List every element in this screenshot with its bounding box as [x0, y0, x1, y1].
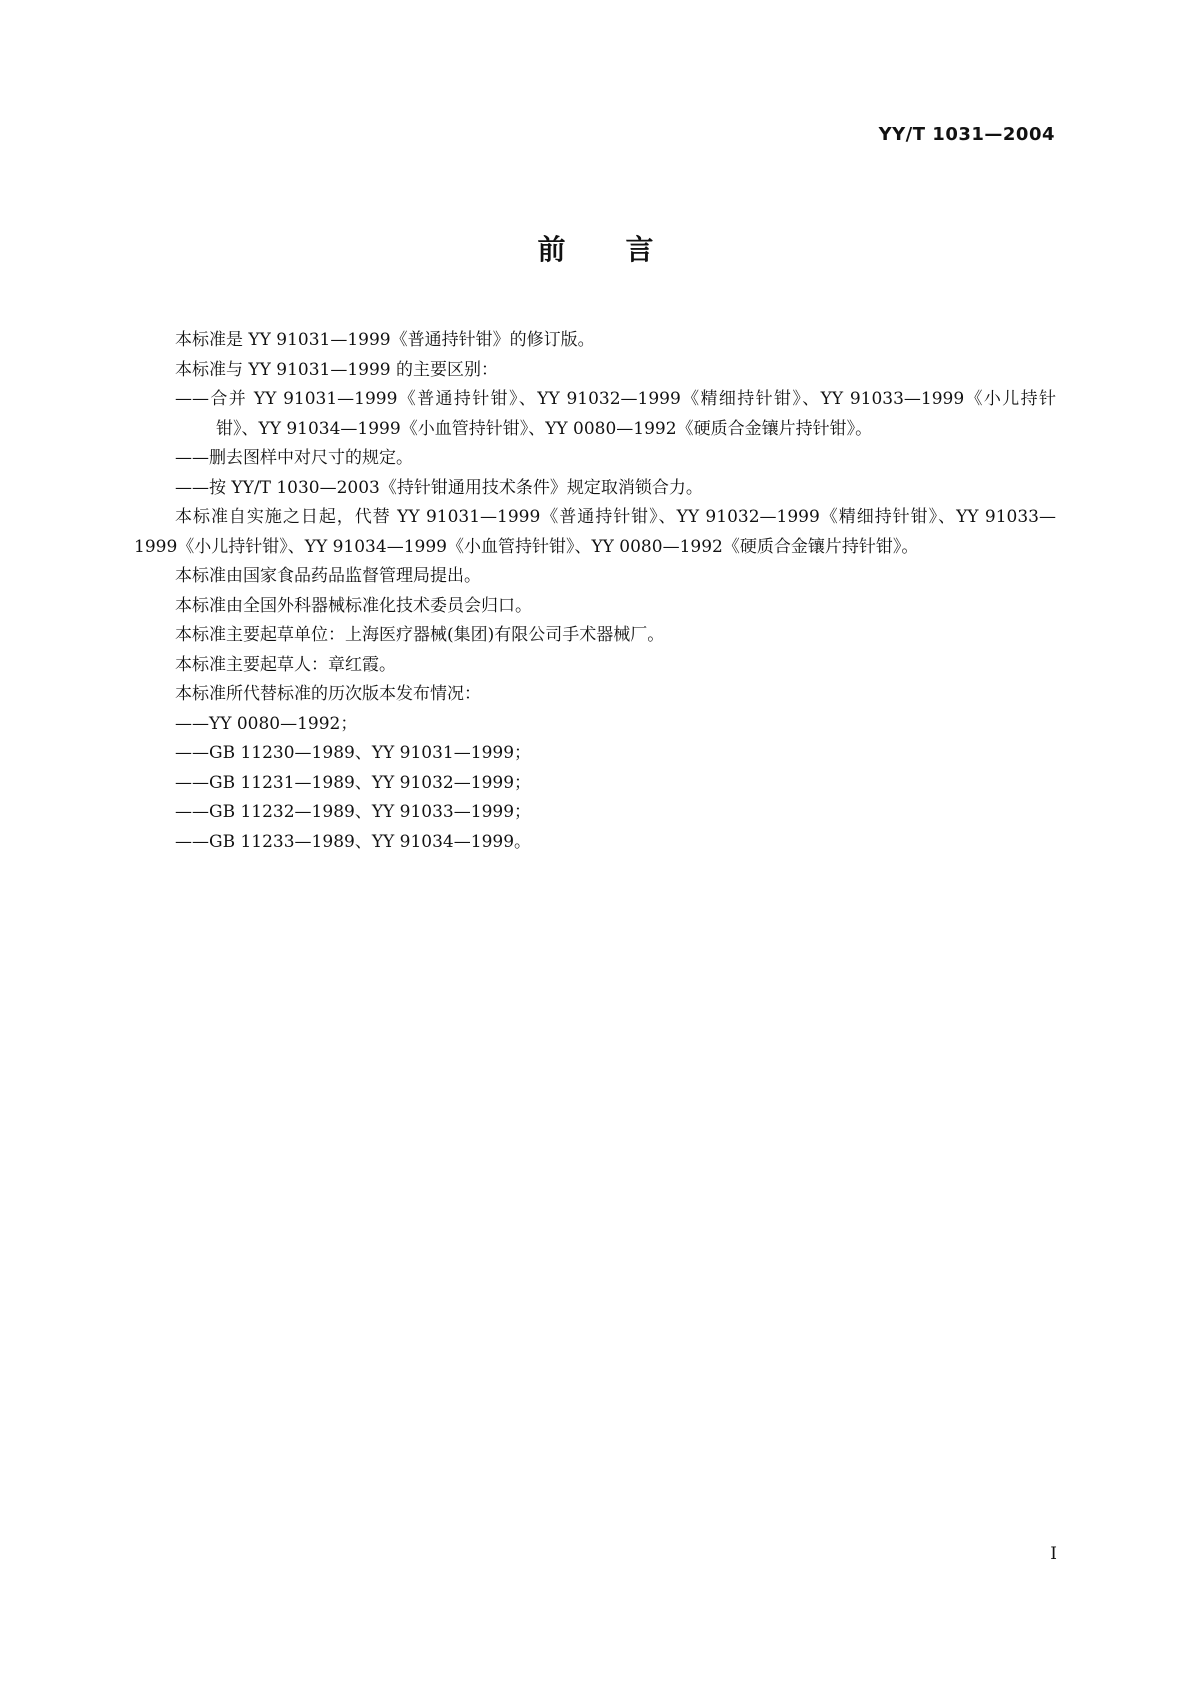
paragraph-replacement: 本标准自实施之日起，代替 YY 91031—1999《普通持针钳》、YY 91032—1999《精细持针钳》、YY 91033—1999《小儿持针钳》、YY 91034—1999《小血管持针钳》、YY 0080—1992《硬质合金镶片持针钳》。 [134, 507, 1056, 557]
paragraph-revision: 本标准是 YY 91031—1999《普通持针钳》的修订版。 [175, 330, 595, 350]
standard-code: YY/T 1031—2004 [878, 124, 1055, 145]
paragraph-drafter: 本标准主要起草人：章红霞。 [175, 654, 396, 675]
history-item: ——YY 0080—1992； [175, 713, 358, 734]
paragraph-drafting-unit: 本标准主要起草单位：上海医疗器械(集团)有限公司手术器械厂。 [175, 625, 665, 645]
history-item: ——GB 11232—1989、YY 91033—1999； [175, 802, 532, 822]
difference-item: ——合并 YY 91031—1999《普通持针钳》、YY 91032—1999《精细持针钳》、YY 91033—1999《小儿持针钳》、YY 91034—1999《小血管持针钳》、YY 0080—1992《硬质合金镶片持针钳》。 [175, 389, 1056, 439]
foreword-body [134, 326, 1056, 857]
difference-item: ——删去图样中对尺寸的规定。 [175, 448, 413, 468]
history-item: ——GB 11230—1989、YY 91031—1999； [175, 743, 532, 763]
history-item: ——GB 11233—1989、YY 91034—1999。 [175, 831, 532, 852]
page-number: I [1050, 1544, 1057, 1564]
paragraph-differences-intro: 本标准与 YY 91031—1999 的主要区别： [175, 359, 498, 380]
page-title: 前言 [537, 233, 714, 266]
paragraph-history-intro: 本标准所代替标准的历次版本发布情况： [175, 684, 481, 704]
paragraph-proposer: 本标准由国家食品药品监督管理局提出。 [175, 566, 481, 586]
paragraph-committee: 本标准由全国外科器械标准化技术委员会归口。 [175, 595, 532, 616]
difference-item: ——按 YY/T 1030—2003《持针钳通用技术条件》规定取消锁合力。 [175, 477, 703, 498]
history-item: ——GB 11231—1989、YY 91032—1999； [175, 772, 532, 793]
